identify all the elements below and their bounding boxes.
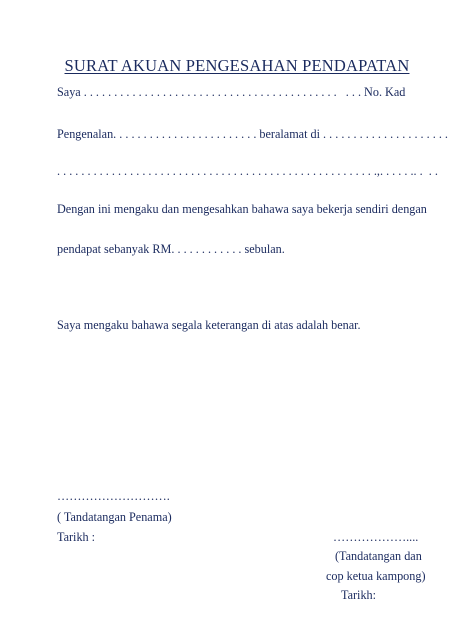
village-head-signature-dots: ………………....	[333, 530, 419, 544]
declaration-line: Dengan ini mengaku dan mengesahkan bahawa saya bekerja sendiri dengan	[57, 202, 427, 216]
applicant-signature-label: ( Tandatangan Penama)	[57, 510, 172, 524]
document-title-text: SURAT AKUAN PENGESAHAN PENDAPATAN	[64, 56, 410, 75]
village-head-date-label: Tarikh:	[341, 588, 377, 602]
income-line: pendapat sebanyak RM. . . . . . . . . . . . sebulan.	[57, 242, 285, 256]
applicant-signature-dots: ……………………….	[57, 489, 170, 503]
applicant-date-label: Tarikh :	[57, 530, 96, 544]
document-title	[0, 56, 474, 76]
confirmation-line: Saya mengaku bahawa segala keterangan di atas adalah benar.	[57, 318, 361, 332]
address-continuation-line: . . . . . . . . . . . . . . . . . . . . . . . . . . . . . . . . . . . . . . . . . . . . . . . . . . . . .,. . . . . .. . . .	[57, 164, 438, 178]
name-line: Saya . . . . . . . . . . . . . . . . . . . . . . . . . . . . . . . . . . . . . . . . . . . . . No. Kad	[57, 85, 406, 99]
village-head-signature-label: (Tandatangan dan	[335, 549, 422, 563]
village-head-stamp-label: cop ketua kampong)	[326, 569, 426, 583]
ic-address-line: Pengenalan. . . . . . . . . . . . . . . . . . . . . . . . beralamat di . . . . . . . . . . . . . . . . . . . . .	[57, 127, 448, 141]
